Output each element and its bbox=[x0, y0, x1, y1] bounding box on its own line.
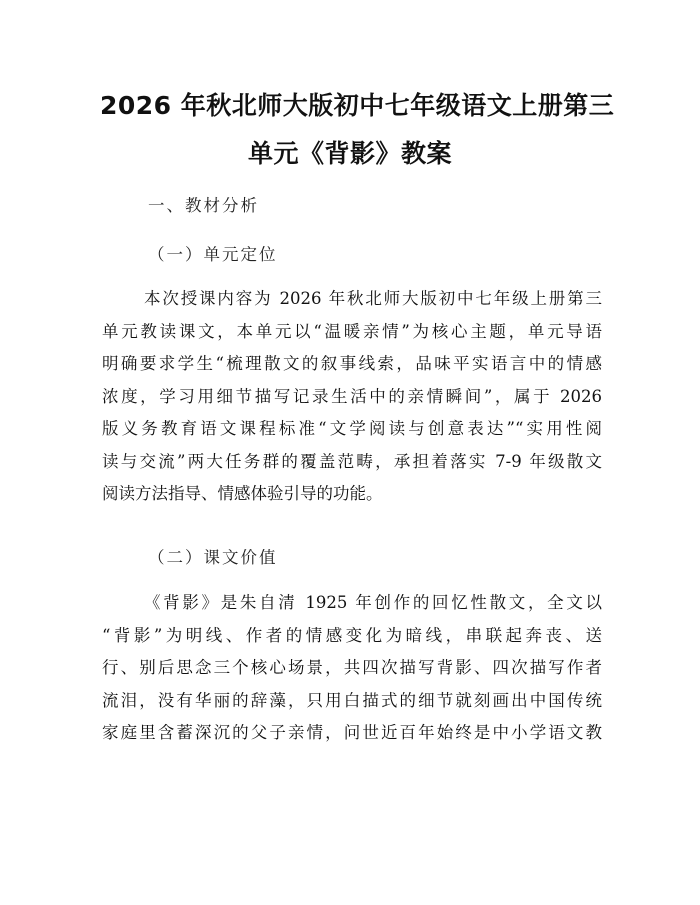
paragraph-unit-positioning bbox=[102, 283, 602, 511]
paragraph-text-value bbox=[102, 587, 602, 750]
document-title-line-2: 单元《背影》教案 bbox=[247, 139, 452, 168]
paragraph-line: 明确要求学生“梳理散文的叙事线索，品味平实语言中的情感 bbox=[102, 354, 602, 373]
paragraph-line: “背影”为明线、作者的情感变化为暗线，串联起奔丧、送 bbox=[102, 625, 602, 645]
subsection-heading-unit-positioning: （一）单元定位 bbox=[148, 245, 278, 264]
paragraph-line: 版义务教育语文课程标准“文学阅读与创意表达”“实用性阅 bbox=[102, 419, 602, 438]
section-heading-textbook-analysis: 一、教材分析 bbox=[148, 196, 259, 215]
paragraph-line: 家庭里含蓄深沉的父子亲情，问世近百年始终是中小学语文教 bbox=[102, 723, 602, 742]
paragraph-line: 读与交流”两大任务群的覆盖范畴，承担着落实 7-9 年级散文 bbox=[102, 451, 602, 471]
paragraph-line: 浓度，学习用细节描写记录生活中的亲情瞬间”，属于 2026 bbox=[102, 386, 602, 406]
paragraph-line: 本次授课内容为 2026 年秋北师大版初中七年级上册第三 bbox=[144, 289, 602, 308]
document-title-line-1: 2026 年秋北师大版初中七年级语文上册第三 bbox=[100, 91, 615, 120]
paragraph-line: 阅读方法指导、情感体验引导的功能。 bbox=[102, 484, 383, 503]
paragraph-line: 单元教读课文，本单元以“温暖亲情”为核心主题，单元导语 bbox=[102, 321, 602, 341]
paragraph-line: 行、别后思念三个核心场景，共四次描写背影、四次描写作者 bbox=[102, 658, 602, 677]
paragraph-line: 流泪，没有华丽的辞藻，只用白描式的细节就刻画出中国传统 bbox=[102, 690, 602, 710]
paragraph-line: 《背影》是朱自清 1925 年创作的回忆性散文，全文以 bbox=[144, 593, 602, 612]
subsection-heading-text-value: （二）课文价值 bbox=[148, 548, 278, 567]
